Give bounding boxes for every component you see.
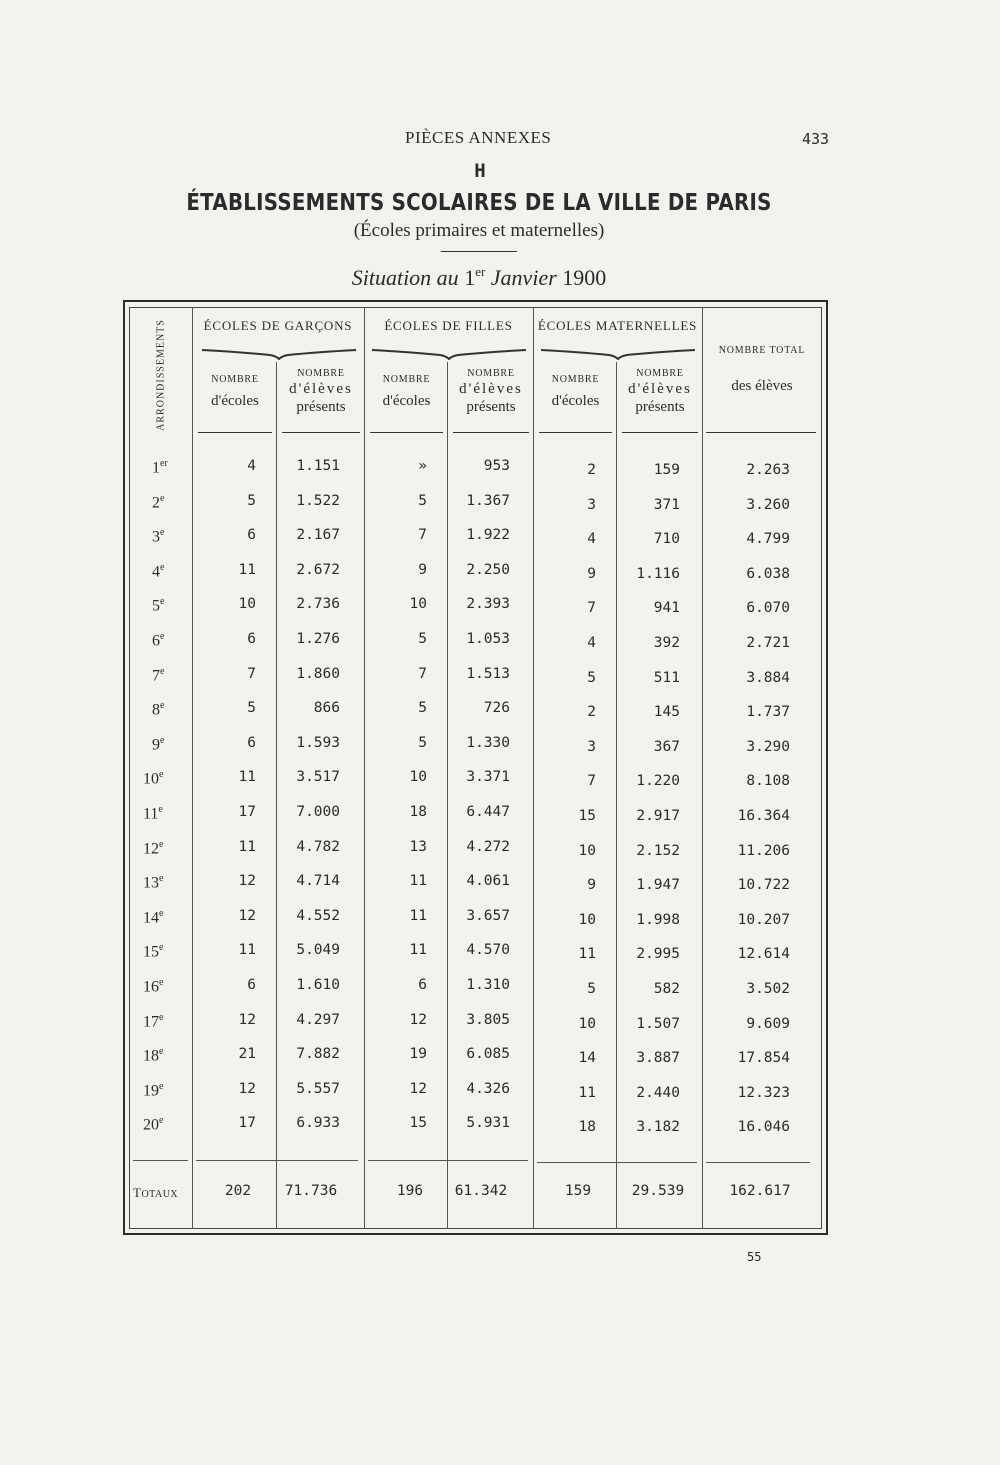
cell-arrondissement [143, 873, 163, 892]
cell-arrondissement-number: 12 [143, 839, 159, 857]
cell-total: 6.070 [746, 600, 790, 617]
col-head-presents: présents [466, 399, 516, 415]
running-title: PIÈCES ANNEXES [405, 128, 552, 147]
cell-g-ecoles: 12 [238, 873, 256, 890]
cell-g-ecoles: 6 [247, 631, 256, 647]
cell-arrondissement-suffix: er [160, 458, 168, 469]
col-head-g-eleves [278, 368, 364, 416]
cell-total: 3.884 [746, 669, 790, 686]
cell-arrondissement [143, 942, 163, 961]
brace-filles [370, 346, 528, 360]
cell-g-ecoles: 4 [247, 458, 256, 474]
cell-arrondissement [152, 631, 164, 650]
cell-arrondissement-number: 15 [143, 943, 159, 961]
col-head-presents: présents [296, 399, 346, 415]
cell-f-eleves: 1.922 [466, 527, 510, 544]
col-head-eleves: d'élèves [459, 381, 523, 397]
cell-arrondissement-suffix: e [159, 1115, 164, 1127]
cell-arrondissement [143, 769, 163, 788]
cell-m-ecoles: 11 [578, 946, 596, 963]
cell-total: 16.364 [737, 808, 790, 824]
section-letter: H [474, 160, 486, 182]
total-g-eleves: 71.736 [284, 1183, 338, 1199]
cell-g-ecoles: 12 [238, 1011, 256, 1028]
cell-f-ecoles: 10 [409, 769, 427, 786]
cell-total: 8.108 [746, 773, 790, 790]
cell-g-ecoles: 21 [238, 1046, 256, 1063]
cell-g-eleves: 1.522 [296, 492, 340, 509]
table-row [0, 458, 1000, 488]
cell-g-eleves: 2.167 [296, 527, 340, 544]
table-row [0, 666, 1000, 696]
cell-arrondissement-number: 20 [143, 1116, 159, 1134]
cell-total: 11.206 [737, 842, 790, 859]
cell-arrondissement-number: 4 [152, 563, 160, 581]
header-rule [370, 432, 443, 433]
cell-arrondissement [152, 666, 164, 685]
cell-f-eleves: 1.053 [466, 631, 510, 647]
cell-arrondissement [152, 562, 164, 581]
cell-m-ecoles: 5 [587, 981, 596, 997]
cell-total: 6.038 [746, 565, 790, 582]
cell-arrondissement-suffix: e [159, 1080, 164, 1092]
cell-g-eleves: 2.736 [296, 596, 340, 613]
cell-f-eleves: 1.367 [466, 492, 510, 509]
cell-arrondissement-number: 3 [152, 528, 160, 546]
cell-g-eleves: 1.276 [296, 631, 340, 647]
cell-f-ecoles: 15 [409, 1115, 427, 1132]
cell-m-ecoles: 11 [578, 1084, 596, 1101]
cell-arrondissement-number: 7 [152, 666, 160, 684]
cell-f-eleves: 4.326 [466, 1080, 510, 1097]
cell-arrondissement-number: 9 [152, 736, 160, 754]
cell-arrondissement-suffix: e [159, 977, 164, 988]
cell-arrondissement-suffix: e [160, 527, 165, 539]
title-rule [441, 251, 517, 252]
cell-f-ecoles: 19 [409, 1046, 427, 1063]
cell-f-ecoles: 5 [418, 700, 427, 717]
cell-g-eleves: 4.782 [296, 838, 340, 855]
totals-label-first: T [133, 1185, 142, 1200]
cell-f-eleves: 3.371 [466, 769, 510, 786]
col-head-presents: présents [635, 399, 685, 415]
cell-arrondissement-number: 16 [143, 978, 159, 996]
cell-arrondissement [143, 1046, 163, 1065]
cell-total: 10.207 [737, 911, 790, 928]
situation-prefix: Situation au [351, 265, 465, 290]
col-head-eleves: d'élèves [628, 381, 692, 397]
cell-f-eleves: 3.805 [466, 1011, 510, 1028]
cell-f-ecoles: 5 [418, 492, 427, 509]
cell-g-ecoles: 5 [247, 700, 256, 717]
total-m-ecoles: 159 [564, 1183, 592, 1199]
cell-total: 3.290 [746, 738, 790, 755]
cell-f-eleves: 6.085 [466, 1046, 510, 1063]
cell-g-ecoles: 7 [247, 665, 256, 682]
cell-m-eleves: 1.116 [636, 565, 680, 582]
cell-total: 1.737 [746, 704, 790, 721]
cell-m-ecoles: 9 [587, 565, 596, 582]
cell-m-ecoles: 15 [578, 808, 596, 824]
col-head-total [702, 345, 822, 395]
cell-arrondissement [143, 804, 163, 823]
total-g-ecoles: 202 [224, 1183, 252, 1199]
cell-f-ecoles: » [418, 458, 427, 474]
cell-arrondissement [152, 527, 164, 546]
totals-rule [133, 1160, 188, 1161]
cell-f-ecoles: 11 [409, 942, 427, 959]
cell-arrondissement-suffix: e [160, 665, 165, 677]
cell-total: 10.722 [737, 877, 790, 894]
cell-g-eleves: 7.882 [296, 1046, 340, 1063]
table-row [0, 631, 1000, 661]
cell-g-ecoles: 12 [238, 1080, 256, 1097]
cell-total: 4.799 [746, 531, 790, 548]
cell-arrondissement-suffix: e [160, 596, 165, 608]
cell-m-eleves: 2.917 [636, 808, 680, 824]
arrondissements-header-text: ARRONDISSEMENTS [155, 319, 167, 431]
col-head-nombre: NOMBRE [297, 368, 345, 379]
cell-m-ecoles: 4 [587, 635, 596, 651]
cell-arrondissement-suffix: e [159, 873, 164, 885]
col-head-f-eleves [449, 368, 533, 416]
table-row [0, 562, 1000, 592]
cell-m-eleves: 1.998 [636, 911, 680, 928]
cell-f-eleves: 6.447 [466, 804, 510, 820]
cell-m-ecoles: 4 [587, 531, 596, 548]
cell-f-ecoles: 18 [409, 804, 427, 820]
cell-m-eleves: 582 [653, 981, 680, 997]
cell-m-eleves: 371 [653, 496, 680, 513]
group-header-maternelles: ÉCOLES MATERNELLES [537, 318, 698, 333]
cell-f-eleves: 1.330 [466, 734, 510, 751]
cell-f-eleves: 4.061 [466, 873, 510, 890]
cell-f-eleves: 2.250 [466, 561, 510, 578]
cell-f-eleves: 1.310 [466, 977, 510, 993]
cell-arrondissement-suffix: e [160, 561, 165, 573]
col-head-total-2: des élèves [731, 378, 793, 394]
table-row [0, 769, 1000, 799]
cell-m-eleves: 2.152 [636, 842, 680, 859]
cell-arrondissement-suffix: e [159, 907, 164, 919]
cell-m-ecoles: 2 [587, 462, 596, 478]
table-row [0, 493, 1000, 523]
table-row [0, 873, 1000, 903]
brace-maternelles [539, 346, 697, 360]
cell-g-ecoles: 17 [238, 1115, 256, 1132]
table-row [0, 1115, 1000, 1145]
col-head-ecoles: d'écoles [211, 393, 259, 409]
cell-m-eleves: 3.887 [636, 1050, 680, 1067]
cell-arrondissement-number: 1 [152, 459, 160, 477]
cell-m-eleves: 3.182 [636, 1119, 680, 1136]
cell-arrondissement [152, 700, 164, 719]
table-row [0, 804, 1000, 834]
totals-row [0, 1183, 1000, 1207]
cell-arrondissement [152, 735, 164, 754]
situation-year: 1900 [562, 265, 607, 290]
cell-arrondissement-number: 8 [152, 701, 160, 719]
header-rule [706, 432, 816, 433]
situation-date [0, 264, 958, 291]
cell-m-eleves: 2.995 [636, 946, 680, 963]
cell-total: 2.721 [746, 635, 790, 651]
header-rule [453, 432, 529, 433]
cell-f-eleves: 5.931 [466, 1115, 510, 1132]
cell-g-eleves: 5.049 [296, 942, 340, 959]
page-number: 433 [802, 130, 830, 148]
table-row [0, 596, 1000, 626]
cell-m-ecoles: 3 [587, 738, 596, 755]
cell-total: 17.854 [737, 1050, 790, 1067]
cell-g-ecoles: 11 [238, 561, 256, 578]
cell-arrondissement [143, 1081, 163, 1100]
cell-arrondissement-suffix: e [160, 734, 165, 746]
cell-arrondissement-suffix: e [159, 769, 164, 781]
cell-g-ecoles: 6 [247, 527, 256, 544]
table-row [0, 942, 1000, 972]
cell-arrondissement [152, 596, 164, 615]
cell-g-ecoles: 12 [238, 907, 256, 924]
situation-month: Janvier [485, 265, 563, 290]
cell-arrondissement [143, 1012, 163, 1031]
cell-g-ecoles: 17 [238, 804, 256, 820]
cell-g-eleves: 4.552 [296, 907, 340, 924]
cell-f-eleves: 3.657 [466, 907, 510, 924]
col-head-nombre: NOMBRE [467, 368, 515, 379]
cell-m-eleves: 145 [653, 704, 680, 721]
header-rule [622, 432, 698, 433]
cell-g-ecoles: 6 [247, 977, 256, 993]
brace-garcons [200, 346, 358, 360]
cell-g-eleves: 1.860 [296, 665, 340, 682]
col-head-nombre: NOMBRE [551, 374, 600, 385]
totals-rule [196, 1160, 358, 1161]
cell-arrondissement-number: 2 [152, 493, 160, 511]
cell-m-ecoles: 14 [578, 1050, 596, 1067]
cell-m-ecoles: 9 [587, 877, 596, 894]
cell-f-eleves: 953 [483, 458, 510, 474]
cell-g-eleves: 4.297 [296, 1011, 340, 1028]
cell-m-eleves: 159 [653, 462, 680, 478]
table-row [0, 700, 1000, 730]
cell-arrondissement-suffix: e [158, 804, 163, 815]
cell-f-ecoles: 13 [409, 838, 427, 855]
cell-f-ecoles: 6 [418, 977, 427, 993]
col-head-m-eleves [618, 368, 702, 416]
col-head-f-ecoles [366, 374, 447, 410]
cell-f-ecoles: 11 [409, 907, 427, 924]
cell-g-eleves: 3.517 [296, 769, 340, 786]
cell-m-ecoles: 2 [587, 704, 596, 721]
cell-arrondissement-number: 14 [143, 909, 159, 927]
cell-f-ecoles: 12 [409, 1011, 427, 1028]
table-row [0, 1046, 1000, 1076]
cell-m-eleves: 367 [653, 738, 680, 755]
cell-f-ecoles: 10 [409, 596, 427, 613]
cell-arrondissement-number: 11 [143, 805, 159, 823]
cell-m-eleves: 511 [653, 669, 680, 686]
cell-m-ecoles: 3 [587, 496, 596, 513]
cell-m-eleves: 941 [653, 600, 680, 617]
col-head-ecoles: d'écoles [551, 393, 600, 409]
cell-arrondissement-number: 10 [143, 770, 159, 788]
col-head-nombre: NOMBRE [636, 368, 684, 379]
cell-f-eleves: 4.570 [466, 942, 510, 959]
total-f-eleves: 61.342 [454, 1183, 508, 1199]
cell-m-eleves: 2.440 [636, 1084, 680, 1101]
cell-g-ecoles: 5 [247, 492, 256, 509]
cell-arrondissement-suffix: e [159, 942, 164, 954]
cell-arrondissement-suffix: e [160, 492, 165, 504]
cell-m-ecoles: 5 [587, 669, 596, 686]
table-row [0, 1012, 1000, 1042]
cell-arrondissement [143, 1115, 163, 1134]
cell-m-eleves: 1.507 [636, 1015, 680, 1032]
cell-m-eleves: 1.947 [636, 877, 680, 894]
cell-arrondissement [152, 493, 164, 512]
cell-m-ecoles: 18 [578, 1119, 596, 1136]
page-subtitle: (Écoles primaires et maternelles) [353, 220, 605, 241]
cell-g-eleves: 7.000 [296, 804, 340, 820]
cell-f-ecoles: 11 [409, 873, 427, 890]
cell-g-eleves: 6.933 [296, 1115, 340, 1132]
running-head [0, 128, 1000, 152]
cell-f-eleves: 726 [483, 700, 510, 717]
cell-arrondissement [152, 458, 168, 477]
cell-f-ecoles: 7 [418, 527, 427, 544]
col-head-ecoles: d'écoles [382, 393, 431, 409]
cell-total: 3.502 [746, 981, 790, 997]
col-head-m-ecoles [535, 374, 616, 410]
arrondissements-header [131, 320, 191, 430]
cell-total: 2.263 [746, 462, 790, 478]
signature-mark: 55 [747, 1250, 762, 1264]
table-row [0, 1081, 1000, 1111]
cell-arrondissement [143, 977, 163, 996]
cell-f-eleves: 4.272 [466, 838, 510, 855]
totals-label-rest: OTAUX [141, 1189, 179, 1200]
header-rule [282, 432, 360, 433]
header-rule [539, 432, 612, 433]
col-head-nombre: NOMBRE [382, 374, 431, 385]
cell-total: 9.609 [746, 1015, 790, 1032]
cell-g-eleves: 1.610 [296, 977, 340, 993]
cell-m-ecoles: 10 [578, 911, 596, 928]
cell-g-ecoles: 11 [238, 942, 256, 959]
total-m-eleves: 29.539 [631, 1183, 685, 1199]
totals-rule [537, 1162, 697, 1163]
totals-rule [706, 1162, 810, 1163]
cell-g-eleves: 4.714 [296, 873, 340, 890]
cell-g-ecoles: 11 [238, 838, 256, 855]
cell-arrondissement-number: 5 [152, 597, 160, 615]
cell-m-eleves: 392 [653, 635, 680, 651]
cell-g-eleves: 1.151 [296, 458, 340, 474]
cell-arrondissement-number: 18 [143, 1047, 159, 1065]
cell-f-ecoles: 7 [418, 665, 427, 682]
cell-g-eleves: 1.593 [296, 734, 340, 751]
table-row [0, 839, 1000, 869]
col-head-total-1: NOMBRE TOTAL [718, 345, 806, 356]
cell-total: 12.323 [737, 1084, 790, 1101]
totals-label [133, 1185, 178, 1201]
situation-day: 1 [464, 265, 476, 290]
cell-f-ecoles: 5 [418, 631, 427, 647]
cell-m-ecoles: 7 [587, 600, 596, 617]
cell-arrondissement [143, 839, 163, 858]
cell-arrondissement [143, 908, 163, 927]
cell-arrondissement-suffix: e [160, 631, 165, 642]
cell-f-eleves: 2.393 [466, 596, 510, 613]
cell-g-ecoles: 6 [247, 734, 256, 751]
cell-f-eleves: 1.513 [466, 665, 510, 682]
table-row [0, 527, 1000, 557]
cell-g-eleves: 5.557 [296, 1080, 340, 1097]
cell-m-eleves: 1.220 [636, 773, 680, 790]
cell-arrondissement-suffix: e [159, 1046, 164, 1058]
cell-f-ecoles: 5 [418, 734, 427, 751]
cell-m-ecoles: 10 [578, 842, 596, 859]
totals-rule [368, 1160, 528, 1161]
cell-total: 12.614 [737, 946, 790, 963]
cell-arrondissement-number: 17 [143, 1012, 159, 1030]
cell-g-ecoles: 11 [238, 769, 256, 786]
group-header-filles: ÉCOLES DE FILLES [384, 318, 513, 333]
table-row [0, 735, 1000, 765]
cell-arrondissement-number: 6 [152, 632, 160, 650]
cell-m-eleves: 710 [653, 531, 680, 548]
cell-g-eleves: 866 [313, 700, 340, 717]
cell-f-ecoles: 9 [418, 561, 427, 578]
total-grand: 162.617 [729, 1183, 791, 1199]
cell-total: 16.046 [737, 1119, 790, 1136]
page-title: ÉTABLISSEMENTS SCOLAIRES DE LA VILLE DE PARIS [186, 190, 772, 216]
col-head-eleves: d'élèves [289, 381, 353, 397]
table-row [0, 908, 1000, 938]
cell-g-eleves: 2.672 [296, 561, 340, 578]
group-header-garcons: ÉCOLES DE GARÇONS [203, 318, 353, 333]
cell-arrondissement-number: 19 [143, 1082, 159, 1100]
cell-total: 3.260 [746, 496, 790, 513]
cell-arrondissement-number: 13 [143, 874, 159, 892]
total-f-ecoles: 196 [396, 1183, 424, 1199]
col-head-nombre: NOMBRE [211, 374, 259, 385]
cell-arrondissement-suffix: e [160, 700, 165, 712]
header-rule [198, 432, 272, 433]
cell-f-ecoles: 12 [409, 1080, 427, 1097]
cell-m-ecoles: 10 [578, 1015, 596, 1032]
cell-m-ecoles: 7 [587, 773, 596, 790]
situation-day-sup: er [475, 264, 486, 279]
col-head-g-ecoles [194, 374, 276, 410]
cell-arrondissement-suffix: e [159, 838, 164, 850]
cell-arrondissement-suffix: e [159, 1011, 164, 1023]
table-row [0, 977, 1000, 1007]
cell-g-ecoles: 10 [238, 596, 256, 613]
